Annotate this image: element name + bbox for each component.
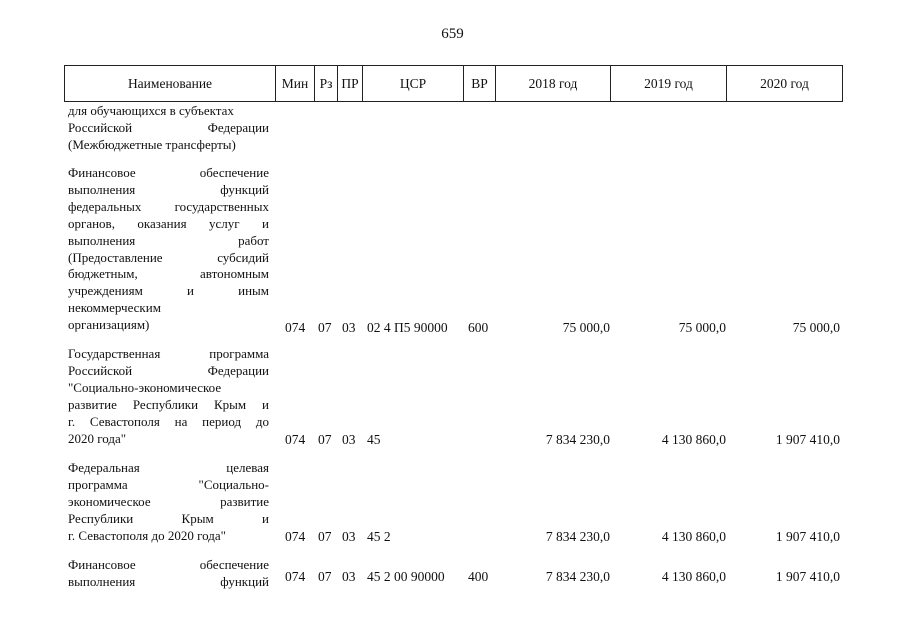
header-2018: 2018 год [496, 66, 611, 102]
cell-min: 074 [285, 569, 306, 584]
cell-2018: 75 000,0 [562, 320, 610, 335]
name-line: Государственная программа [68, 346, 269, 361]
cell-2019: 4 130 860,0 [661, 432, 726, 447]
name-line: г. Севастополя до 2020 года" [68, 527, 226, 543]
header-name: Наименование [65, 66, 276, 102]
cell-2019: 75 000,0 [678, 320, 726, 335]
name-line: учреждениям и иным [68, 283, 269, 299]
cell-min: 074 [285, 432, 306, 447]
cell-csr: 45 [367, 432, 381, 447]
name-line: организациям) [68, 317, 150, 333]
cell-2020: 1 907 410,0 [775, 432, 840, 447]
cell-pr: 03 [342, 320, 356, 335]
name-line: программа "Социально- [68, 476, 269, 492]
cell-rz: 07 [318, 529, 332, 544]
page-number: 659 [441, 26, 464, 42]
cell-csr: 02 4 П5 90000 [367, 320, 448, 335]
table-header [64, 65, 843, 102]
name-line: органов, оказания услуг и [68, 215, 269, 231]
name-line: Федеральная целевая [68, 460, 269, 475]
cell-2019: 4 130 860,0 [661, 529, 726, 544]
name-line: выполнения функций [68, 181, 269, 197]
cell-rz: 07 [318, 569, 332, 584]
name-line: Российской Федерации [68, 119, 269, 135]
row-name [68, 460, 269, 545]
name-line: федеральных государственных [68, 198, 269, 214]
header-vr: ВР [464, 66, 496, 102]
cell-pr: 03 [342, 529, 356, 544]
row-name [68, 103, 269, 154]
cell-2018: 7 834 230,0 [545, 432, 610, 447]
cell-min: 074 [285, 529, 306, 544]
header-csr: ЦСР [363, 66, 464, 102]
cell-min: 074 [285, 320, 306, 335]
row-name [68, 346, 269, 447]
name-line: выполнения работ [68, 232, 269, 248]
cell-vr: 400 [468, 569, 489, 584]
name-line: Финансовое обеспечение [68, 165, 269, 180]
header-rz: Рз [315, 66, 338, 102]
name-line: г. Севастополя на период до [68, 413, 269, 429]
cell-2020: 1 907 410,0 [775, 569, 840, 584]
cell-2019: 4 130 860,0 [661, 569, 726, 584]
header-pr: ПР [338, 66, 363, 102]
cell-2018: 7 834 230,0 [545, 569, 610, 584]
header-2020: 2020 год [727, 66, 843, 102]
name-line: Республики Крым и [68, 510, 269, 526]
name-line: некоммерческим [68, 300, 161, 316]
name-line: бюджетным, автономным [68, 266, 269, 282]
cell-vr: 600 [468, 320, 489, 335]
row-name [68, 557, 269, 591]
name-line: "Социально-экономическое [68, 379, 222, 395]
name-line: для обучающихся в субъектах [68, 103, 234, 118]
cell-csr: 45 2 [367, 529, 391, 544]
name-line: (Межбюджетные трансферты) [68, 136, 236, 152]
header-min: Мин [276, 66, 315, 102]
cell-2018: 7 834 230,0 [545, 529, 610, 544]
cell-2020: 75 000,0 [792, 320, 840, 335]
header-2019: 2019 год [611, 66, 727, 102]
cell-pr: 03 [342, 432, 356, 447]
name-line: Финансовое обеспечение [68, 557, 269, 572]
cell-rz: 07 [318, 432, 332, 447]
cell-2020: 1 907 410,0 [775, 529, 840, 544]
name-line: экономическое развитие [68, 493, 269, 509]
name-line: Российской Федерации [68, 362, 269, 378]
name-line: выполнения функций [68, 573, 269, 589]
row-name [68, 165, 269, 334]
cell-csr: 45 2 00 90000 [367, 569, 445, 584]
cell-rz: 07 [318, 320, 332, 335]
name-line: развитие Республики Крым и [68, 396, 269, 412]
cell-pr: 03 [342, 569, 356, 584]
name-line: 2020 года" [68, 430, 127, 446]
name-line: (Предоставление субсидий [68, 249, 269, 265]
